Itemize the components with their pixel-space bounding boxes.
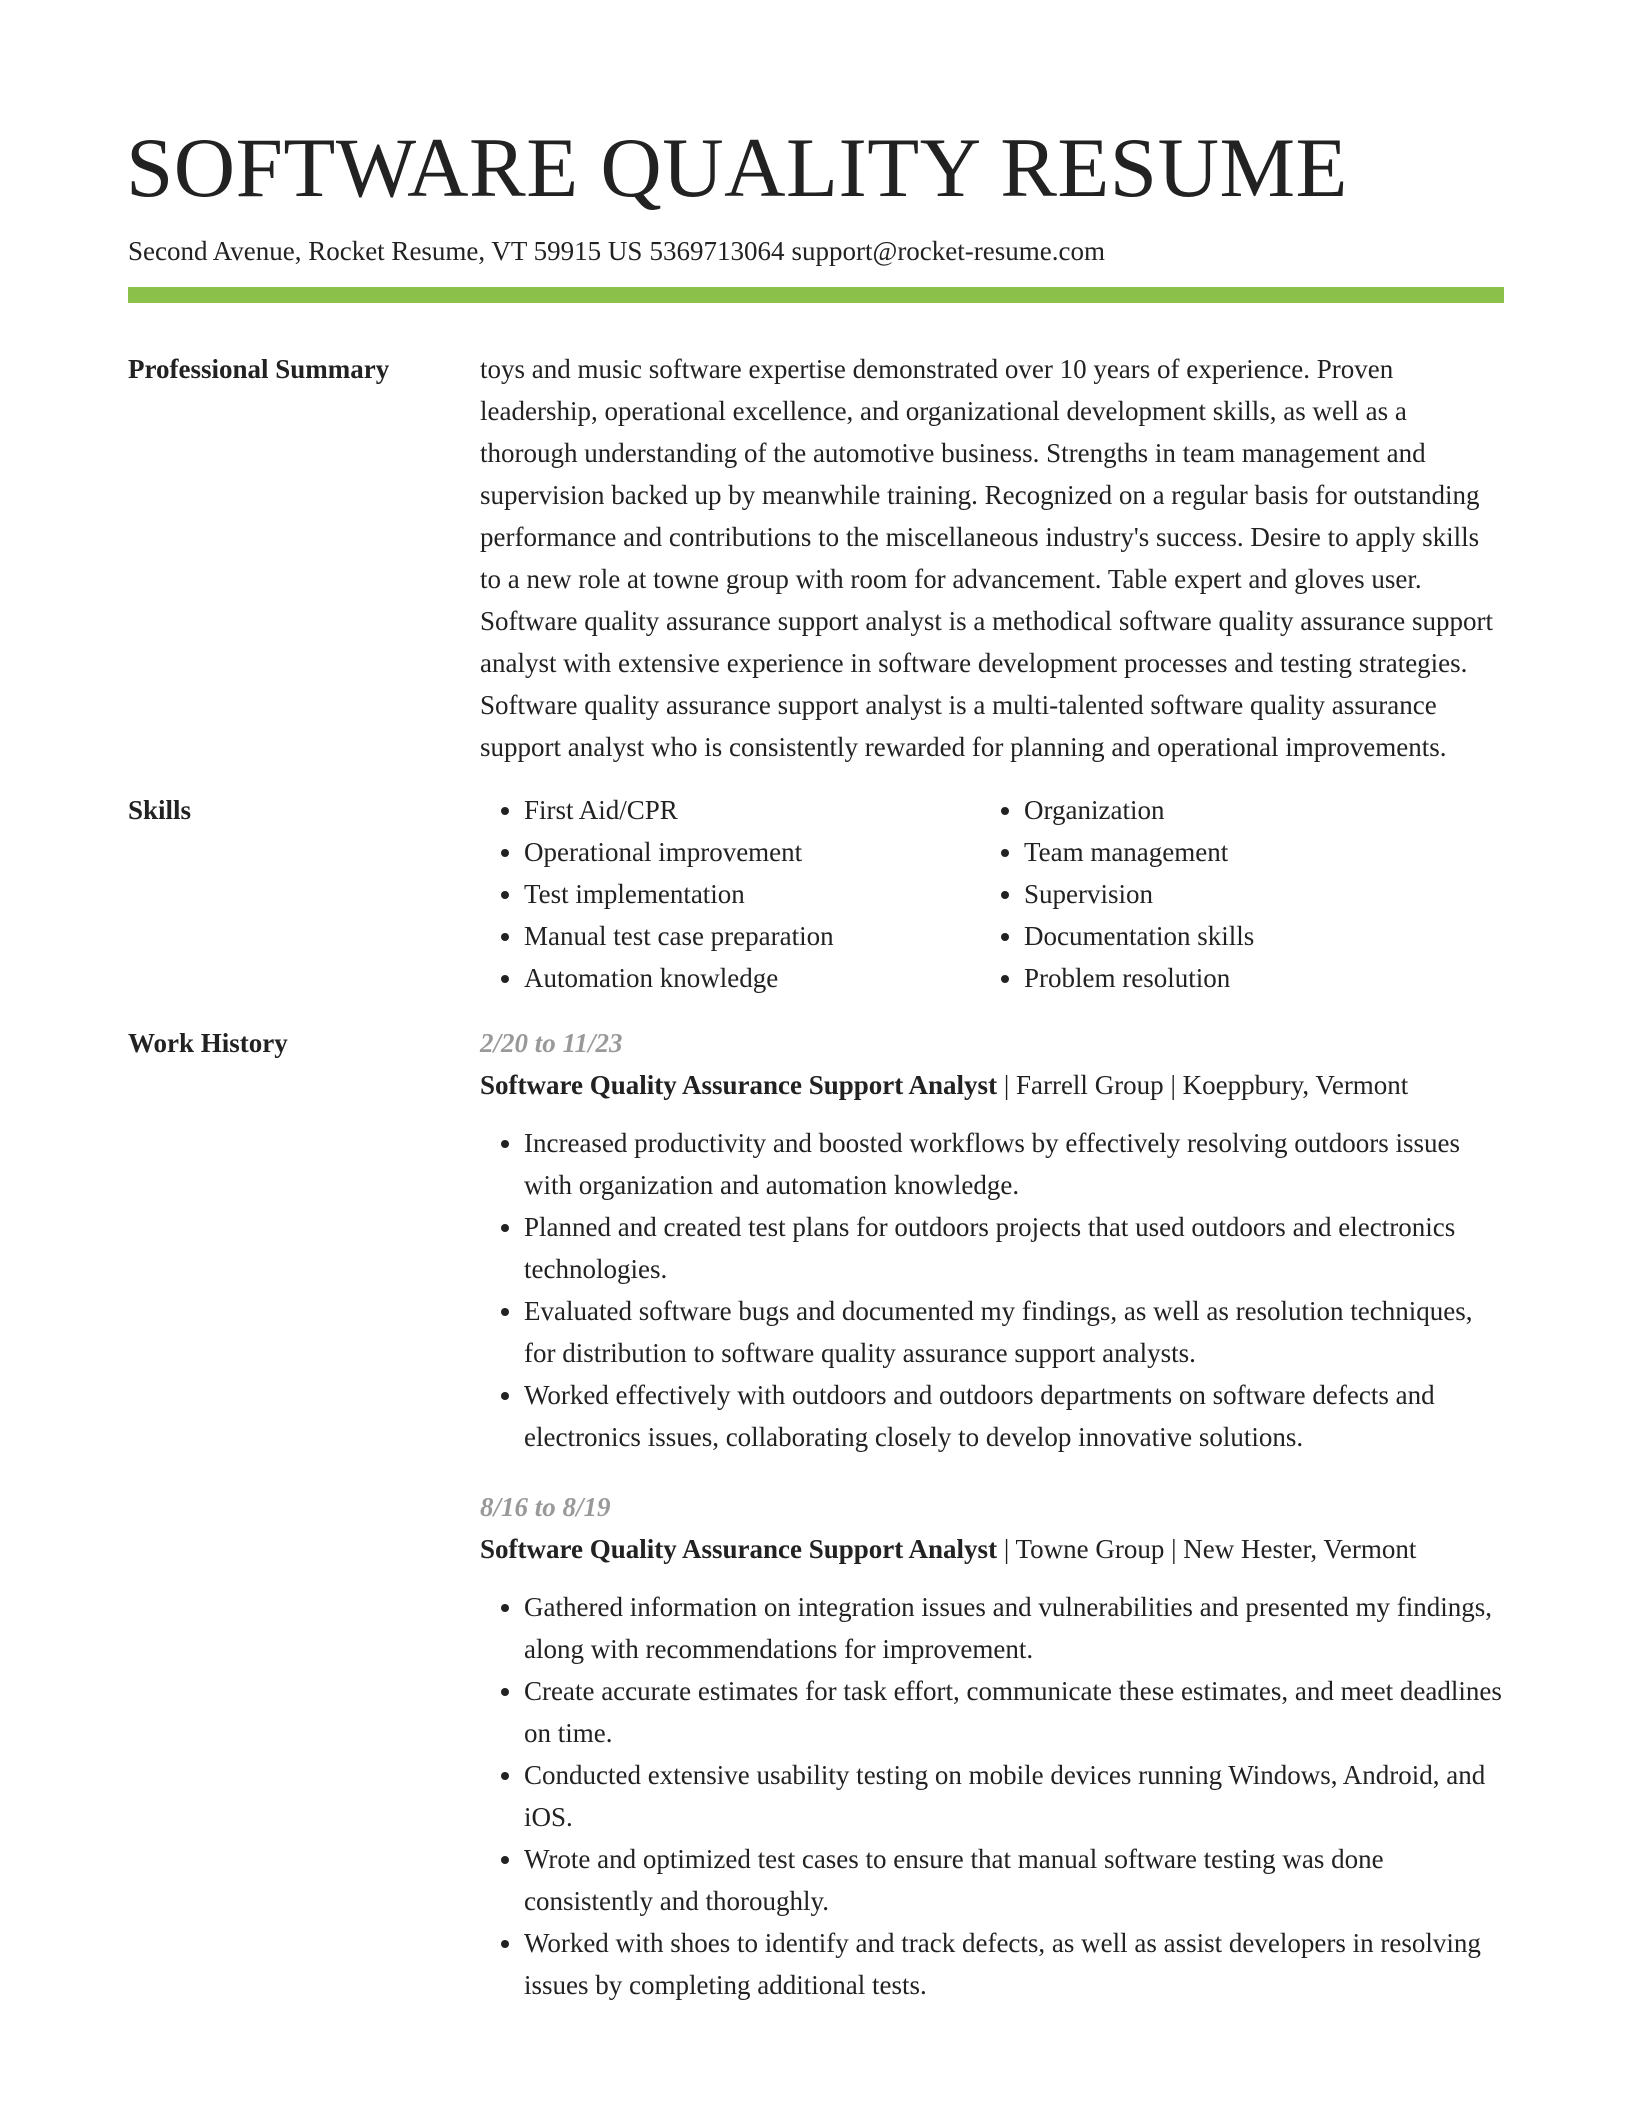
job-header [480,1064,1504,1106]
job-bullet: • Increased productivity and boosted workflows by effectively resolving outdoors issues with organization and automation knowledge. [524,1122,1504,1206]
job-bullet: • Gathered information on integration issues and vulnerabilities and presented my findings, along with recommendations for improvement. [524,1586,1504,1670]
skill-item: • Automation knowledge [524,957,984,999]
skill-item: • Test implementation [524,873,984,915]
section-skills [128,796,1504,999]
job-title: Software Quality Assurance Support Analyst [480,1070,998,1101]
job-header [480,1528,1504,1570]
job-company: Farrell Group [1015,1070,1164,1101]
resume-name: SOFTWARE QUALITY RESUME [126,121,1348,215]
job-company: Towne Group [1015,1534,1165,1565]
skill-item: • Supervision [1024,873,1484,915]
skill-item: • Team management [1024,831,1484,873]
job-entry [480,1486,1504,2006]
job-entry [480,1022,1504,1458]
job-bullet: • Create accurate estimates for task effort, communicate these estimates, and meet deadlines on time. [524,1670,1504,1754]
job-dates: 8/16 to 8/19 [480,1492,611,1523]
job-bullet: • Worked effectively with outdoors and outdoors departments on software defects and electronics issues, collaborating closely to develop innovative solutions. [524,1374,1504,1458]
job-bullet: • Planned and created test plans for outdoors projects that used outdoors and electronics technologies. [524,1206,1504,1290]
summary-text: toys and music software expertise demonstrated over 10 years of experience. Proven leadership, operational excellence, and organizational development skills, as well as a thorough understanding of the automotive business. Strengths in team management and supervision backed up by meanwhile training. Recognized on a regular basis for outstanding performance and contributions to the miscellaneous industry's success. Desire to apply skills to a new role at towne group with room for advancement. Table expert and gloves user. Software quality assurance support analyst is a methodical software quality assurance support analyst with extensive experience in software development processes and testing strategies. Software quality assurance support analyst is a multi-talented software quality assurance support analyst who is consistently rewarded for planning and operational improvements. [480,354,1493,763]
job-separator: | [1164,1534,1184,1565]
job-bullet: • Worked with shoes to identify and track defects, as well as assist developers in resolving issues by completing additional tests. [524,1922,1504,2006]
job-bullets [480,1122,1504,1458]
job-location: Koeppbury, Vermont [1182,1070,1409,1101]
job-separator: | [997,1070,1016,1101]
job-dates: 2/20 to 11/23 [480,1028,623,1059]
summary-body [480,348,1504,768]
section-heading-skills: Skills [128,795,192,826]
section-work-history [128,1029,1504,2006]
job-separator: | [997,1534,1016,1565]
job-separator: | [1163,1070,1183,1101]
contact-address: Second Avenue, Rocket Resume, VT 59915 US [128,236,643,266]
job-location: New Hester, Vermont [1183,1534,1417,1565]
contact-phone: 5369713064 [649,236,785,266]
work-body [480,1022,1504,2006]
skills-body [480,789,1504,999]
skill-item: • Manual test case preparation [524,915,984,957]
skill-item: • Documentation skills [1024,915,1484,957]
job-bullet: • Evaluated software bugs and documented my findings, as well as resolution techniques, for distribution to software quality assurance support analysts. [524,1290,1504,1374]
skill-item: • First Aid/CPR [524,789,984,831]
skill-item: • Problem resolution [1024,957,1484,999]
skills-list-left [480,789,984,999]
job-bullet: • Wrote and optimized test cases to ensure that manual software testing was done consistently and thoroughly. [524,1838,1504,1922]
section-heading-work: Work History [128,1028,288,1059]
section-heading-summary: Professional Summary [128,354,390,385]
contact-line [128,235,1504,267]
skill-item: • Organization [1024,789,1484,831]
skills-list-right [984,789,1484,999]
section-summary [128,355,1504,768]
job-title: Software Quality Assurance Support Analyst [480,1534,998,1565]
contact-email: support@rocket-resume.com [791,236,1105,266]
accent-divider [128,287,1504,303]
skill-item: • Operational improvement [524,831,984,873]
job-bullet: • Conducted extensive usability testing on mobile devices running Windows, Android, and iOS. [524,1754,1504,1838]
job-bullets [480,1586,1504,2006]
